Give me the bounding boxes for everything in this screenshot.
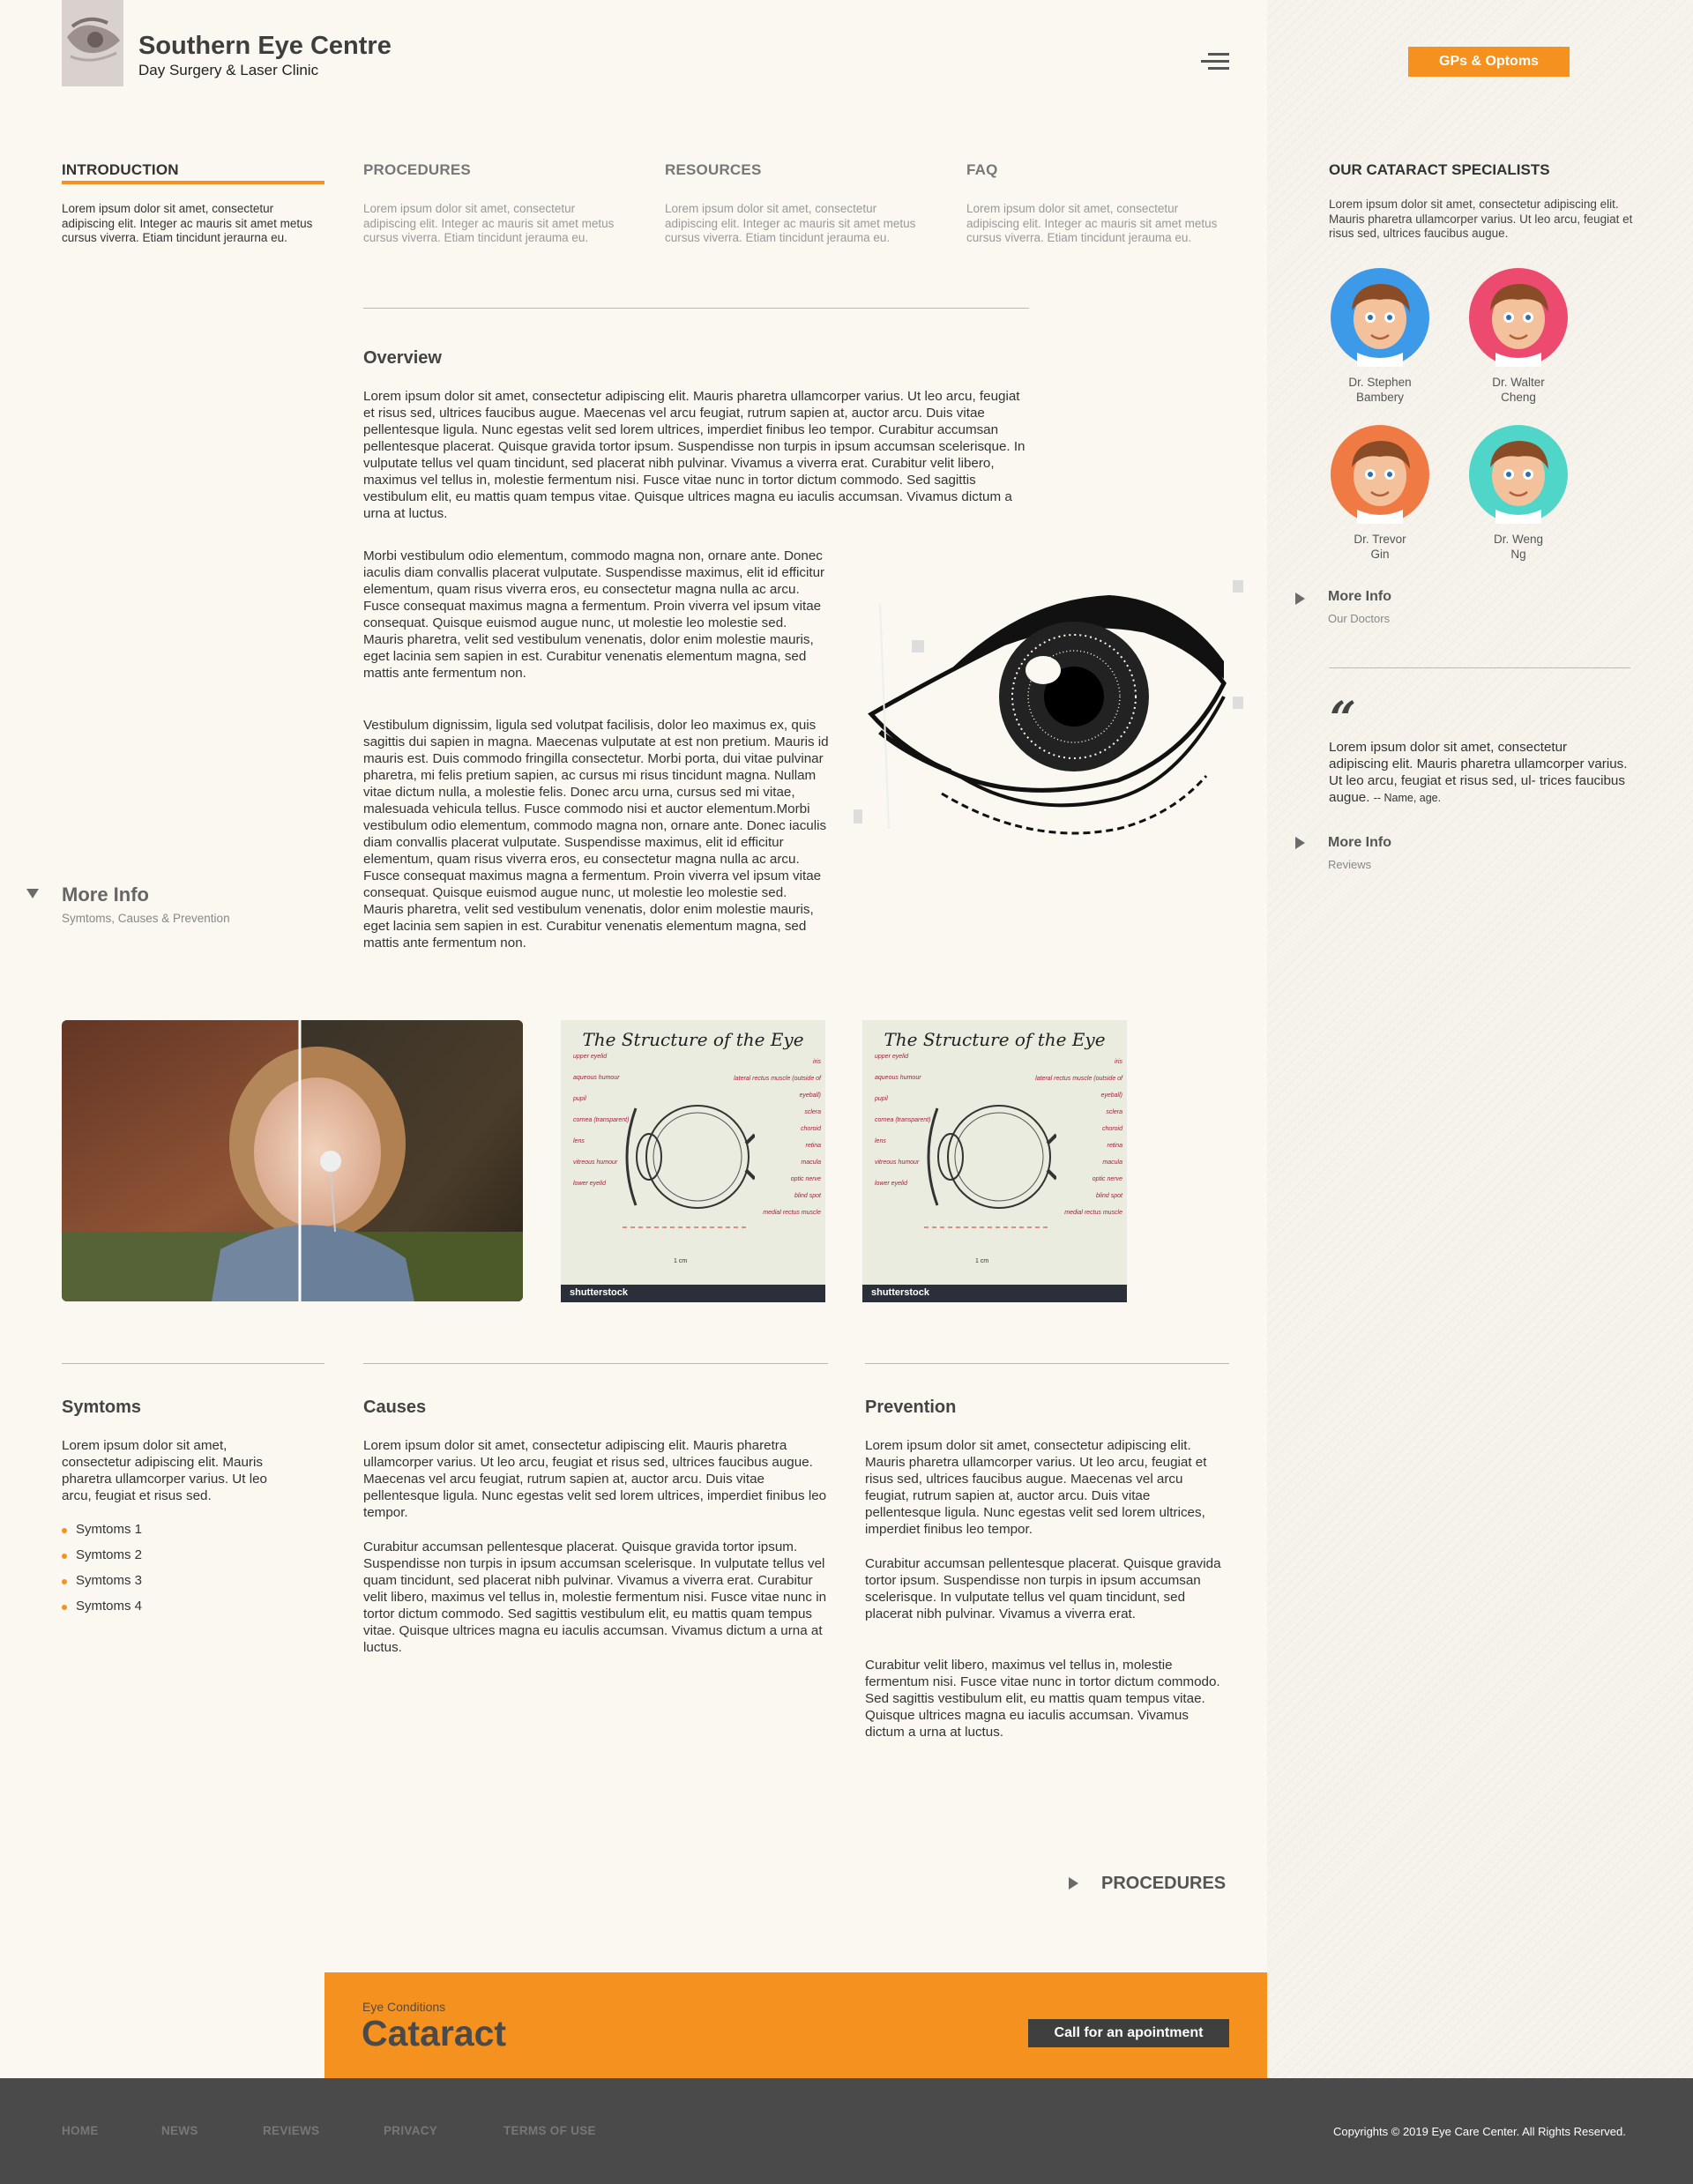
symptom-item: Symtoms 3 bbox=[76, 1573, 143, 1588]
symptom-item: Symtoms 4 bbox=[76, 1599, 143, 1614]
bullet-icon bbox=[62, 1579, 67, 1584]
gps-optoms-button[interactable]: GPs & Optoms bbox=[1408, 47, 1570, 77]
cta-title: Cataract bbox=[362, 2013, 507, 2054]
more-info-doctors-link[interactable]: More Info bbox=[1328, 589, 1391, 604]
tab-introduction[interactable] bbox=[62, 161, 326, 246]
cta-kicker: Eye Conditions bbox=[362, 2000, 446, 2014]
doctor-name[interactable]: Dr. Weng Ng bbox=[1493, 533, 1544, 561]
divider bbox=[865, 1363, 1229, 1364]
shutterstock-watermark: shutterstock bbox=[862, 1285, 1127, 1302]
quote-mark-icon: “ bbox=[1330, 692, 1356, 746]
tab-procedures[interactable] bbox=[363, 161, 628, 246]
footer-link-home[interactable]: HOME bbox=[62, 2124, 99, 2137]
more-info-title[interactable]: More Info bbox=[62, 883, 149, 906]
doctor-avatar[interactable] bbox=[1469, 268, 1568, 367]
doctor-name[interactable]: Dr. Stephen Bambery bbox=[1348, 376, 1412, 404]
play-arrow-icon[interactable] bbox=[1069, 1877, 1078, 1890]
logo-image[interactable] bbox=[62, 0, 123, 86]
hamburger-icon[interactable] bbox=[1201, 51, 1229, 72]
next-procedures-link[interactable]: PROCEDURES bbox=[1101, 1874, 1227, 1893]
doctor-avatar[interactable] bbox=[1331, 268, 1429, 367]
eye-cross-section-diagram bbox=[915, 1073, 1056, 1249]
footer-link-reviews[interactable]: REVIEWS bbox=[263, 2124, 320, 2137]
tab-title: FAQ bbox=[966, 161, 998, 178]
footer-link-privacy[interactable]: PRIVACY bbox=[384, 2124, 438, 2137]
eye-illustration bbox=[854, 564, 1249, 864]
tab-title: PROCEDURES bbox=[363, 161, 471, 178]
divider bbox=[62, 1363, 324, 1364]
symptoms-title: Symtoms bbox=[62, 1398, 142, 1417]
play-arrow-icon[interactable] bbox=[1295, 837, 1305, 849]
poster-labels-left: upper eyelid aqueous humour pupil cornea (transparent) lens vitreous humour lower eyelid bbox=[875, 1054, 931, 1187]
doctor-name[interactable]: Dr. Walter Cheng bbox=[1492, 376, 1545, 404]
poster-scale: 1 cm bbox=[975, 1258, 989, 1264]
more-info-doctors-subtitle: Our Doctors bbox=[1328, 612, 1391, 625]
doctor-avatar[interactable] bbox=[1331, 425, 1429, 524]
site-name[interactable]: Southern Eye Centre bbox=[138, 32, 392, 60]
doctor-name[interactable]: Dr. Trevor Gin bbox=[1354, 533, 1406, 561]
eye-cross-section-diagram bbox=[614, 1073, 755, 1249]
child-photo bbox=[62, 1020, 523, 1301]
site-tagline: Day Surgery & Laser Clinic bbox=[138, 62, 319, 78]
tab-description: Lorem ipsum dolor sit amet, consectetur adipiscing elit. Integer ac mauris sit amet metus cursus viverra. Etiam tincidunt jerauma eu. bbox=[665, 202, 916, 244]
more-info-subtitle: Symtoms, Causes & Prevention bbox=[62, 912, 230, 925]
bullet-icon bbox=[62, 1605, 67, 1610]
poster-labels-left: upper eyelid aqueous humour pupil cornea (transparent) lens vitreous humour lower eyelid bbox=[573, 1054, 630, 1187]
play-arrow-icon[interactable] bbox=[1295, 593, 1305, 605]
overview-paragraph-3: Vestibulum dignissim, ligula sed volutpat facilisis, dolor leo maximus ex, quis sagittis dui sapien in magna. Maecenas vulputate at est non pretium. Mauris id mauris est. Duis commodo fringilla consectetur. Morbi porta, dui vitae pulvinar pharetra, mi felis pretium sapien, ac cursus mi risus tincidunt magna. Nullam vitae dictum nulla, a molestie felis. Donec arcu urna, cursus sed mi vitae, malesuada vehicula tellus. Fusce commodo nisi et auctor elementum.Morbi vestibulum odio elementum, commodo magna non, ornare ante. Donec iaculis diam convallis placerat vulputate. Suspendisse maximus, elit id efficitur elementum, quam risus viverra eros, eu consectetur magna nulla ac arcu. Fusce consequat maximus magna a fermentum. Proin viverra vel ipsum vitae consequat. Quisque euismod augue nunc, ut molestie leo molestie sed. Mauris pharetra, velit sed vestibulum venenatis, dolor enim molestie mauris, eget lacinia sem sapien in est. Curabitur venenatis elementum magna, sed mattis ante fermentum non. bbox=[363, 718, 829, 950]
call-appointment-button[interactable]: Call for an apointment bbox=[1028, 2019, 1229, 2047]
causes-paragraph-1: Lorem ipsum dolor sit amet, consectetur adipiscing elit. Mauris pharetra ullamcorper varius. Ut leo arcu, feugiat et risus sed, ultrices faucibus augue. Maecenas vel arcu feugiat, rutrum sapien at, auctor arcu. Duis vitae pellentesque ligula. Nunc egestas velit sed lorem ultrices, imperdiet finibus leo tempor. bbox=[363, 1438, 827, 1520]
eye-structure-poster bbox=[862, 1020, 1127, 1302]
overview-paragraph-2: Morbi vestibulum odio elementum, commodo magna non, ornare ante. Donec iaculis diam convallis placerat vulputate. Suspendisse maximus, elit id efficitur elementum, quam risus viverra eros, eu consectetur magna nulla ac arcu. Fusce consequat maximus magna a fermentum. Proin viverra vel ipsum vitae consequat. Quisque euismod augue nunc, ut molestie leo molestie sed. Mauris pharetra, velit sed vestibulum venenatis, dolor enim molestie mauris, eget lacinia sem sapien in est. Curabitur venenatis elementum magna, sed mattis ante fermentum non. bbox=[363, 548, 825, 681]
divider bbox=[363, 308, 1029, 309]
copyright-text: Copyrights © 2019 Eye Care Center. All Rights Reserved. bbox=[1333, 2125, 1626, 2138]
tab-title: INTRODUCTION bbox=[62, 161, 179, 178]
poster-title: The Structure of the Eye bbox=[884, 1029, 1106, 1050]
doctor-avatar[interactable] bbox=[1469, 425, 1568, 524]
divider bbox=[1329, 667, 1630, 668]
causes-paragraph-2: Curabitur accumsan pellentesque placerat. Quisque gravida tortor ipsum. Suspendisse non turpis in ipsum accumsan scelerisque. In vulputate tellus vel quam tincidunt, sed placerat nibh pulvinar. Vivamus a viverra erat. Curabitur velit libero, maximus vel tellus in, molestie fermentum nisi. Fusce vitae nunc in tortor dictum commodo. Sed sagittis vestibulum elit, eu mattis quam tempus vitae. Quisque ultrices magna eu iaculis accumsan. Vivamus dictum a urna at luctus. bbox=[363, 1539, 827, 1655]
footer-link-terms[interactable]: TERMS OF USE bbox=[503, 2124, 596, 2137]
tab-resources[interactable] bbox=[665, 161, 929, 246]
expand-arrow-icon[interactable] bbox=[26, 889, 39, 898]
eye-structure-poster bbox=[561, 1020, 825, 1302]
active-tab-indicator bbox=[62, 181, 324, 184]
prevention-paragraph-2: Curabitur accumsan pellentesque placerat. Quisque gravida tortor ipsum. Suspendisse non turpis in ipsum accumsan scelerisque. In vulputate tellus vel quam tincidunt, sed placerat nibh pulvinar. Vivamus a viverra erat. bbox=[865, 1556, 1221, 1621]
tab-faq[interactable] bbox=[966, 161, 1231, 246]
bullet-icon bbox=[62, 1554, 67, 1559]
causes-title: Causes bbox=[363, 1398, 427, 1417]
tab-description: Lorem ipsum dolor sit amet, consectetur adipiscing elit. Integer ac mauris sit amet metus cursus viverra. Etiam tincidunt jerauma eu. bbox=[363, 202, 615, 244]
tab-description: Lorem ipsum dolor sit amet, consectetur adipiscing elit. Integer ac mauris sit amet metus cursus viverra. Etiam tincidunt jeraurna eu. bbox=[62, 202, 313, 244]
bullet-icon bbox=[62, 1528, 67, 1533]
specialists-description: Lorem ipsum dolor sit amet, consectetur adipiscing elit. Mauris pharetra ullamcorper varius. Ut leo arcu, feugiat et risus sed, ultrices faucibus augue. bbox=[1329, 198, 1633, 240]
overview-title: Overview bbox=[363, 348, 442, 368]
divider bbox=[363, 1363, 828, 1364]
poster-scale: 1 cm bbox=[674, 1258, 688, 1264]
poster-title: The Structure of the Eye bbox=[582, 1029, 804, 1050]
prevention-paragraph-1: Lorem ipsum dolor sit amet, consectetur adipiscing elit. Mauris pharetra ullamcorper varius. Ut leo arcu, feugiat et risus sed, ultrices faucibus augue. Maecenas vel arcu feugiat, rutrum sapien at, auctor arcu. Duis vitae pellentesque ligula. Nunc egestas velit sed lorem ultrices, imperdiet finibus leo tempor. bbox=[865, 1438, 1207, 1537]
testimonial-quote: Lorem ipsum dolor sit amet, consectetur adipiscing elit. Mauris pharetra ullamcorper varius. Ut leo arcu, feugiat et risus sed, ul- trices faucibus augue. -- Name, age. bbox=[1329, 740, 1628, 805]
prevention-title: Prevention bbox=[865, 1398, 957, 1417]
tab-description: Lorem ipsum dolor sit amet, consectetur adipiscing elit. Integer ac mauris sit amet metus cursus viverra. Etiam tincidunt jerauma eu. bbox=[966, 202, 1218, 244]
quote-author: -- Name, age. bbox=[1373, 792, 1442, 804]
symptom-item: Symtoms 2 bbox=[76, 1547, 143, 1562]
symptom-item: Symtoms 1 bbox=[76, 1522, 143, 1537]
more-info-reviews-link[interactable]: More Info bbox=[1328, 835, 1391, 850]
specialists-title: OUR CATARACT SPECIALISTS bbox=[1329, 161, 1550, 178]
tab-title: RESOURCES bbox=[665, 161, 762, 178]
footer-link-news[interactable]: NEWS bbox=[161, 2124, 198, 2137]
overview-paragraph-1: Lorem ipsum dolor sit amet, consectetur adipiscing elit. Mauris pharetra ullamcorper varius. Ut leo arcu, feugiat et risus sed, ultrices faucibus augue. Maecenas vel arcu feugiat, rutrum sapien at, auctor arcu. Duis vitae pellentesque ligula. Nunc egestas velit sed lorem ultrices, imperdiet finibus leo tempor. Curabitur accumsan pellentesque placerat. Quisque gravida tortor ipsum. Suspendisse non turpis in ipsum accumsan scelerisque. In vulputate tellus vel quam tincidunt, sed placerat nibh pulvinar. Vivamus a viverra erat. Curabitur velit libero, maximus vel tellus in, molestie fermentum nisi. Fusce vitae nunc in tortor dictum commodo. Sed sagittis vestibulum elit, eu mattis quam tempus vitae. Quisque ultrices magna eu iaculis accumsan. Vivamus dictum a urna at luctus. bbox=[363, 389, 1025, 521]
poster-labels-right: iris lateral rectus muscle (outside of eyeball) sclera choroid retina macula optic nerve blind spot medial rectus muscle bbox=[1035, 1059, 1122, 1216]
symptoms-text: Lorem ipsum dolor sit amet, consectetur adipiscing elit. Mauris pharetra ullamcorper varius. Ut leo arcu, feugiat et risus sed. bbox=[62, 1438, 267, 1503]
more-info-reviews-subtitle: Reviews bbox=[1328, 858, 1372, 871]
poster-labels-right: iris lateral rectus muscle (outside of eyeball) sclera choroid retina macula optic nerve blind spot medial rectus muscle bbox=[734, 1059, 821, 1216]
prevention-paragraph-3: Curabitur velit libero, maximus vel tellus in, molestie fermentum nisi. Fusce vitae nunc in tortor dictum commodo. Sed sagittis vestibulum elit, eu mattis quam tempus vitae. Quisque ultrices magna eu iaculis accumsan. Vivamus dictum a urna at luctus. bbox=[865, 1658, 1220, 1740]
shutterstock-watermark: shutterstock bbox=[561, 1285, 825, 1302]
